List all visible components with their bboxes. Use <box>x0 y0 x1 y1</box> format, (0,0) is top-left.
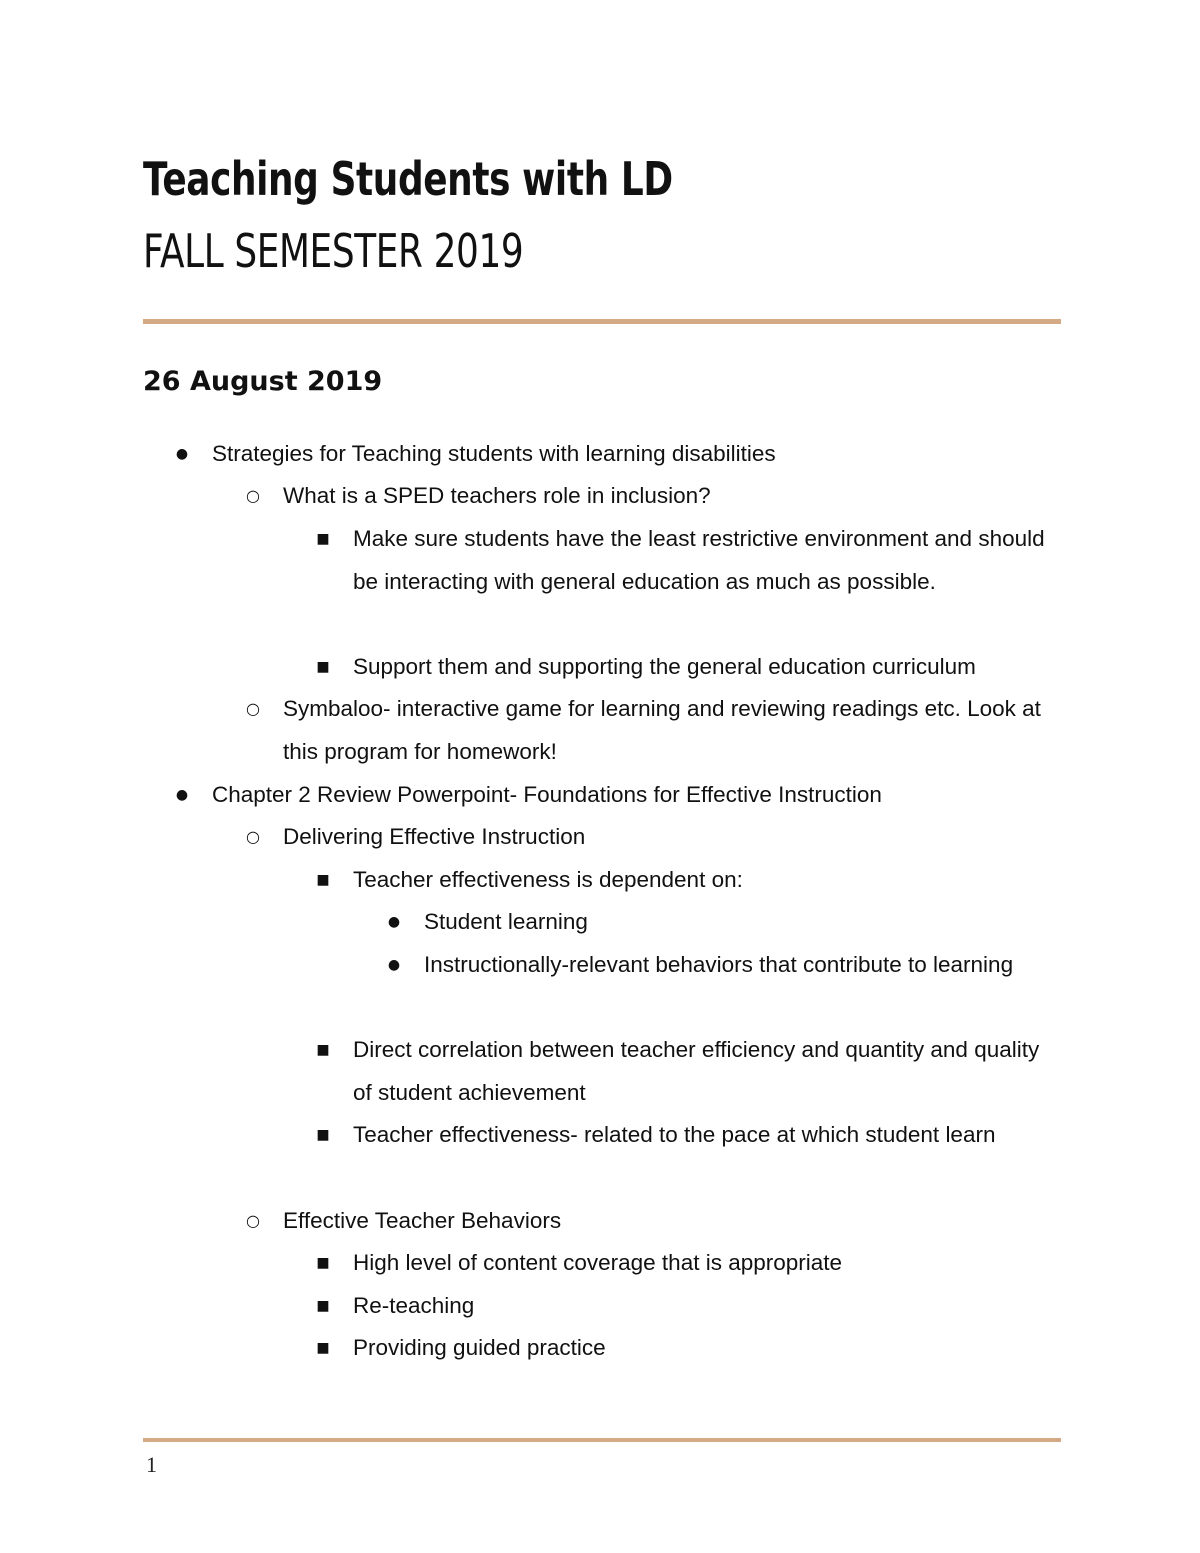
list-item: Providing guided practice <box>353 1335 606 1360</box>
list-item: Strategies for Teaching students with learning disabilities <box>212 441 776 466</box>
level3-bullet-icon: ■ <box>316 1255 330 1271</box>
footer-divider <box>143 1438 1061 1442</box>
list-item: Teacher effectiveness- related to the pace at which student learn <box>353 1122 996 1147</box>
document-subtitle: FALL SEMESTER 2019 <box>143 224 524 278</box>
level3-bullet-icon: ■ <box>316 1340 330 1356</box>
list-item: Direct correlation between teacher efficiency and quantity and quality of student achievement <box>353 1037 1040 1105</box>
list-item: Make sure students have the least restrictive environment and should be interacting with general education as much as possible. <box>353 526 1045 594</box>
date-heading: 26 August 2019 <box>143 366 383 397</box>
page-number: 1 <box>146 1452 157 1477</box>
list-item: Instructionally-relevant behaviors that contribute to learning <box>424 952 1014 977</box>
list-item: Student learning <box>424 909 588 934</box>
level3-bullet-icon: ■ <box>316 1042 330 1058</box>
header-divider <box>143 319 1061 324</box>
level3-bullet-icon: ■ <box>316 659 330 675</box>
list-item: Delivering Effective Instruction <box>283 824 586 849</box>
list-item: Support them and supporting the general education curriculum <box>353 654 976 679</box>
level3-bullet-icon: ■ <box>316 531 330 547</box>
list-item: Teacher effectiveness is dependent on: <box>353 867 743 892</box>
list-item: Effective Teacher Behaviors <box>283 1208 562 1233</box>
level3-bullet-icon: ■ <box>316 1127 330 1143</box>
list-item: Re-teaching <box>353 1293 475 1318</box>
level1-bullet-icon: ● <box>175 446 189 462</box>
document-title: Teaching Students with LD <box>143 152 673 206</box>
level2-bullet-icon: ○ <box>246 1211 260 1230</box>
list-item: Symbaloo- interactive game for learning and reviewing readings etc. Look at this program for homework! <box>283 696 1041 764</box>
level1-bullet-icon: ● <box>175 787 189 803</box>
level2-bullet-icon: ○ <box>246 699 260 718</box>
level4-bullet-icon: ● <box>387 914 401 930</box>
level3-bullet-icon: ■ <box>316 1298 330 1314</box>
level3-bullet-icon: ■ <box>316 872 330 888</box>
list-item: High level of content coverage that is appropriate <box>353 1250 843 1275</box>
level2-bullet-icon: ○ <box>246 827 260 846</box>
level4-bullet-icon: ● <box>387 957 401 973</box>
list-item: Chapter 2 Review Powerpoint- Foundations for Effective Instruction <box>212 782 882 807</box>
level2-bullet-icon: ○ <box>246 486 260 505</box>
list-item: What is a SPED teachers role in inclusion? <box>283 483 711 508</box>
